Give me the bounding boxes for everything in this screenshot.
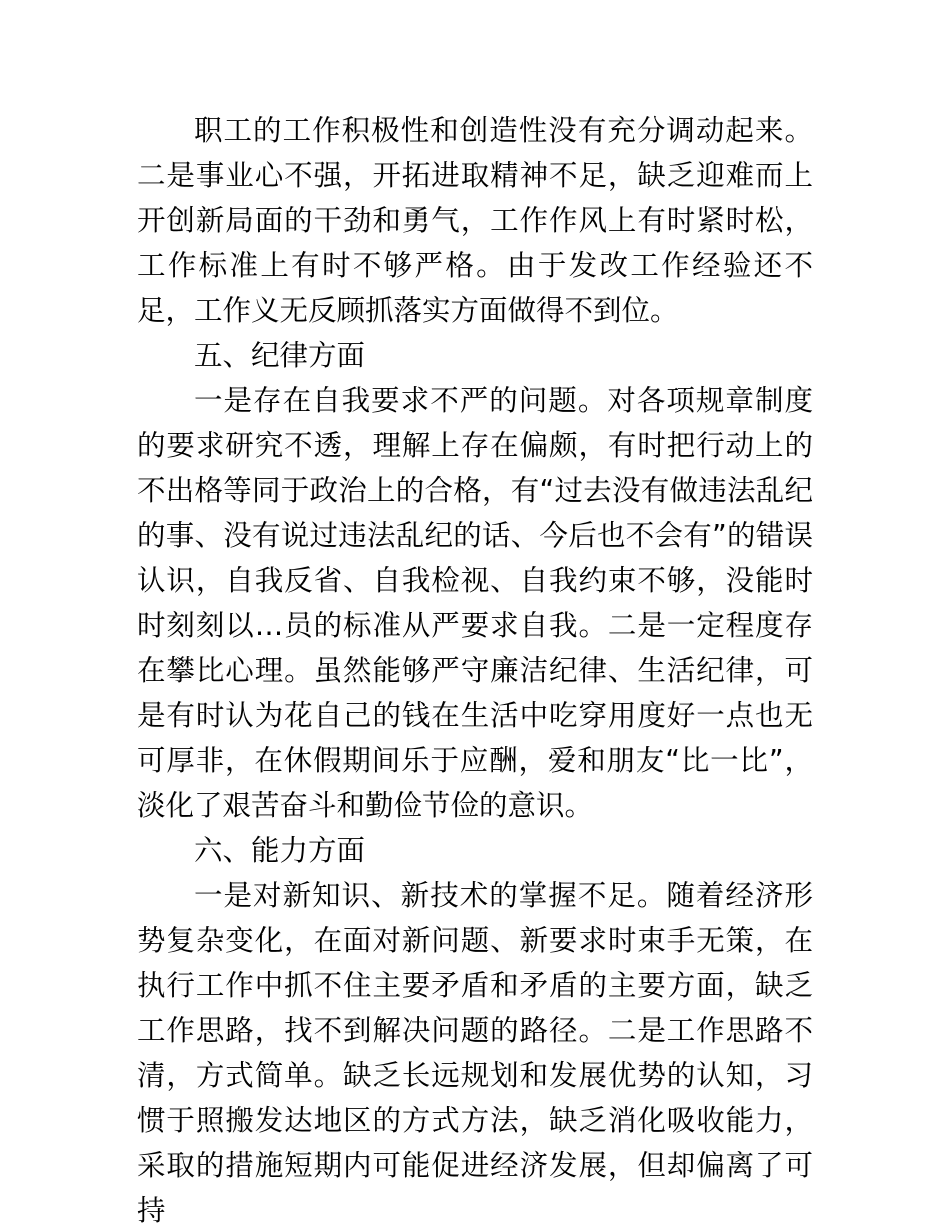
- paragraph-ability-body: 一是对新知识、新技术的掌握不足。随着经济形势复杂变化，在面对新问题、新要求时束手无策，在执行工作中抓不住主要矛盾和矛盾的主要方面，缺乏工作思路，找不到解决问题的路径。二是工作思路不清，方式简单。缺乏长远规划和发展优势的认知，习惯于照搬发达地区的方式方法，缺乏消化吸收能力，采取的措施短期内可能促进经济发展，但却偏离了可持: [137, 879, 813, 1227]
- paragraph-continued-work-attitude: 职工的工作积极性和创造性没有充分调动起来。二是事业心不强，开拓进取精神不足，缺乏迎难而上开创新局面的干劲和勇气，工作作风上有时紧时松，工作标准上有时不够严格。由于发改工作经验还不足，工作义无反顾抓落实方面做得不到位。: [137, 114, 813, 327]
- heading-section-five-discipline: 五、纪律方面: [194, 339, 366, 372]
- heading-section-six-ability: 六、能力方面: [194, 834, 366, 867]
- document-text-body: [137, 108, 813, 1230]
- paragraph-discipline-body: 一是存在自我要求不严的问题。对各项规章制度的要求研究不透，理解上存在偏颇，有时把行动上的不出格等同于政治上的合格，有“过去没有做违法乱纪的事、没有说过违法乱纪的话、今后也不会有”的错误认识，自我反省、自我检视、自我约束不够，没能时时刻刻以…员的标准从严要求自我。二是一定程度存在攀比心理。虽然能够严守廉洁纪律、生活纪律，可是有时认为花自己的钱在生活中吃穿用度好一点也无可厚非，在休假期间乐于应酬，爱和朋友“比一比”，淡化了艰苦奋斗和勤俭节俭的意识。: [137, 384, 813, 822]
